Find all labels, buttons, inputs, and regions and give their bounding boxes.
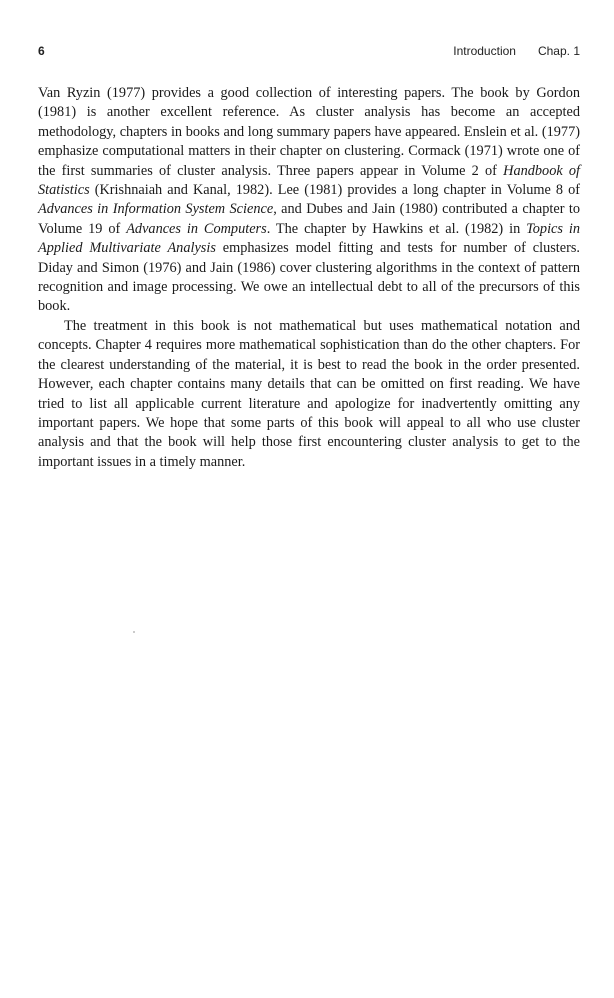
book-title-advances-in-information-system-science: Advances in Information System Science [38, 201, 274, 218]
page-number: 6 [38, 44, 45, 58]
book-title-advances-in-computers: Advances in Computers [126, 220, 267, 237]
text-segment: emphasizes model fitting and tests for number of clusters. Diday and Simon (1976) and Jain (1986) cover clustering algorithms in the context of pattern recognition and image processing. We owe an intellectual debt to all of the precursors of this book. [38, 240, 581, 315]
chapter-info [453, 44, 580, 58]
text-segment: The treatment in this book is not mathematical but uses mathematical notation and concepts. Chapter 4 requires more mathematical sophistication than do the other chapters. For the clearest understanding of the material, it is best to read the book in the order presented. However, each chapter contains many details that can be omitted on first reading. We have tried to list all applicable current literature and apologize for inadvertently omitting any important papers. We hope that some parts of this book will appeal to all who use cluster analysis and that the book will help those first encountering cluster analysis to get to the important issues in a timely manner. [38, 317, 580, 470]
paragraph-2 [38, 317, 580, 472]
running-head [38, 44, 580, 62]
text-segment: , and Dubes and Jain (1980) contributed a chapter to Volume 19 of [38, 201, 580, 237]
text-segment: . The chapter by Hawkins et al. (1982) in [266, 220, 527, 237]
body-text [38, 84, 580, 472]
book-title-topics-in-applied-multivariate-analysis: Topics in Applied Multivariate Analysis [38, 220, 580, 257]
chapter-label: Chap. 1 [537, 44, 580, 58]
text-segment: (Krishnaiah and Kanal, 1982). Lee (1981) provides a long chapter in Volume 8 of [89, 182, 580, 199]
book-title-handbook-of-statistics: Handbook of Statistics [38, 162, 580, 199]
section-title: Introduction [453, 44, 516, 58]
paper-speck [133, 631, 135, 633]
paragraph-1 [38, 84, 580, 317]
text-segment: Van Ryzin (1977) provides a good collection of interesting papers. The book by Gordon (1981) is another excellent reference. As cluster analysis has become an accepted methodology, chapters in books and long summary papers have appeared. Enslein et al. (1977) emphasize computational matters in their chapter on clustering. Cormack (1971) wrote one of the first summaries of cluster analysis. Three papers appear in Volume 2 of [38, 85, 580, 179]
